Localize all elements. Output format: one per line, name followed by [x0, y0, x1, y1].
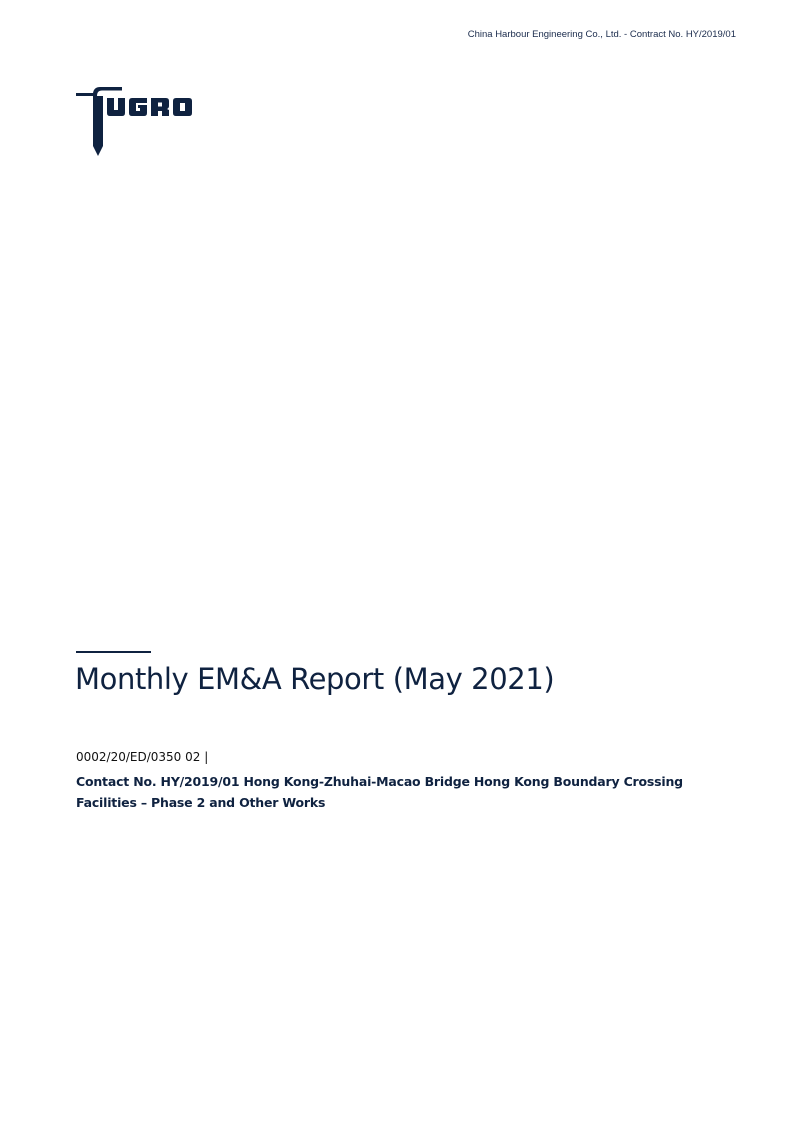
document-reference: 0002/20/ED/0350 02 | [76, 750, 209, 764]
contract-header: China Harbour Engineering Co., Ltd. - Contract No. HY/2019/01 [467, 29, 736, 40]
report-subtitle-line-2: Facilities – Phase 2 and Other Works [76, 795, 326, 810]
report-subtitle-line-1: Contact No. HY/2019/01 Hong Kong-Zhuhai-Macao Bridge Hong Kong Boundary Crossing [76, 774, 683, 789]
report-title: Monthly EM&A Report (May 2021) [75, 662, 555, 696]
report-subtitle [76, 771, 736, 813]
fugro-logo [76, 84, 236, 158]
title-divider [76, 651, 151, 653]
